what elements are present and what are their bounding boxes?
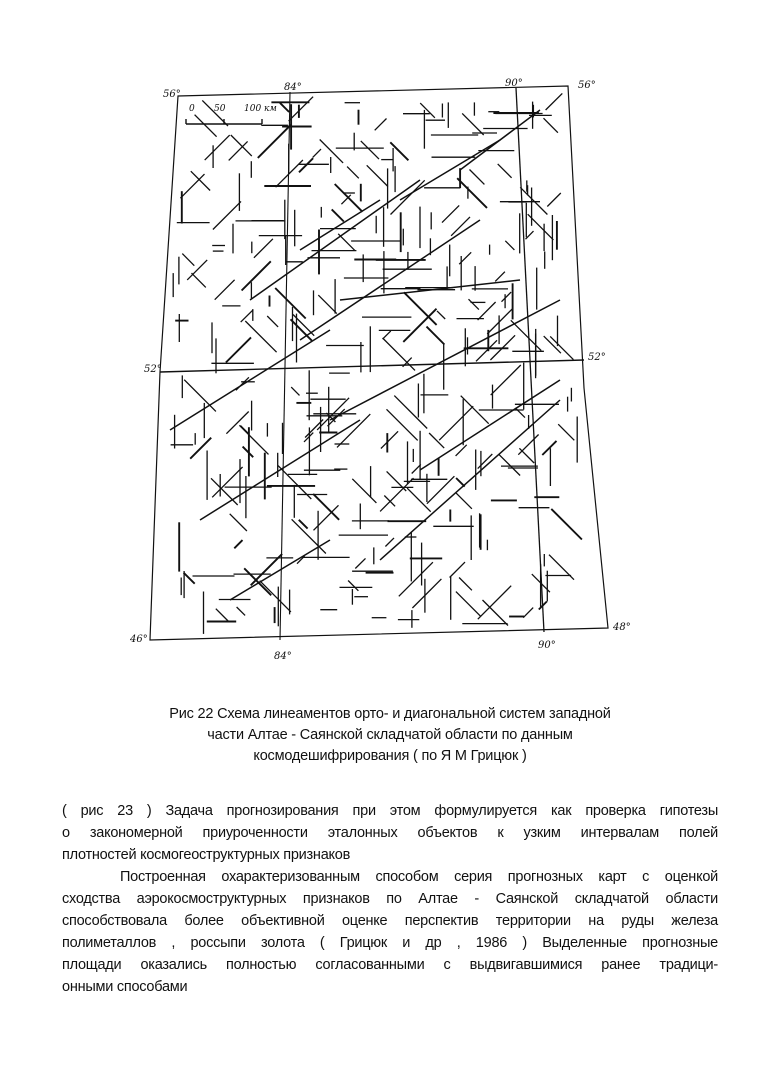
lineament-stroke — [412, 579, 441, 608]
scale-label-100km: 100 км — [244, 104, 277, 114]
lineament-stroke — [291, 387, 299, 395]
lineament-stroke — [478, 302, 496, 320]
lineament-stroke — [267, 316, 278, 327]
lineament-stroke — [394, 396, 427, 429]
lineament-stroke — [299, 158, 313, 172]
lineament-stroke — [234, 540, 242, 548]
lineament-stroke — [367, 165, 388, 186]
lineament-stroke — [442, 205, 459, 222]
lon-label-top-90: 90° — [505, 78, 523, 89]
lineament-stroke — [542, 441, 556, 455]
lineament-stroke — [387, 471, 407, 491]
lineament-stroke — [429, 433, 444, 448]
lineament-stroke — [313, 149, 321, 157]
lineament-stroke — [518, 435, 538, 455]
lineament-stroke — [450, 562, 465, 577]
lineament-stroke — [456, 493, 472, 509]
lineament-stroke — [313, 494, 339, 520]
body-line-4: Построенная охарактеризованным способом серия прогнозных карт с оценкой — [120, 869, 718, 885]
lineament-stroke — [412, 464, 421, 473]
lineament-stroke — [547, 193, 561, 207]
caption-line-1: Рис 22 Схема линеаментов орто- и диагональной систем западной — [169, 706, 611, 722]
body-line-3: плотностей космогеоструктурных признаков — [62, 847, 351, 863]
lineament-stroke — [190, 438, 211, 459]
lineament-stroke — [300, 220, 480, 340]
lineament-stroke — [320, 140, 343, 163]
lineament-stroke — [195, 115, 217, 137]
lineament-stroke — [427, 327, 445, 345]
body-line-9: онными способами — [62, 979, 188, 995]
lineament-stroke — [239, 425, 268, 454]
lineament-stroke — [292, 519, 326, 553]
lineament-stroke — [460, 110, 540, 170]
lineament-stroke — [375, 119, 387, 131]
lineament-stroke — [215, 280, 235, 300]
lineament-stroke — [348, 581, 358, 591]
lat-label-mid-left: 52° — [144, 364, 162, 375]
lineament-stroke — [420, 103, 435, 118]
lat-label-top-right: 56° — [578, 80, 596, 91]
lineament-stroke — [491, 365, 521, 395]
lineament-stroke — [340, 280, 520, 300]
lineament-stroke — [244, 568, 271, 595]
lineament-stroke — [213, 201, 241, 229]
lineament-stroke — [237, 607, 246, 615]
lineament-stroke — [241, 310, 253, 322]
lineament-stroke — [546, 93, 563, 110]
lineament-stroke — [544, 118, 558, 133]
lineament-stroke — [245, 321, 276, 352]
lat-label-mid-right: 52° — [588, 352, 606, 363]
lineament-stroke — [229, 141, 248, 160]
lineament-stroke — [476, 340, 497, 361]
lineament-stroke — [300, 200, 380, 250]
lineament-stroke — [498, 164, 512, 178]
lineament-stroke — [314, 505, 339, 530]
lineament-stroke — [184, 380, 216, 412]
meridian-90 — [516, 88, 544, 632]
lineament-stroke — [243, 447, 254, 458]
lon-label-bottom-84: 84° — [274, 651, 292, 662]
lat-label-bottom-left: 46° — [130, 634, 148, 645]
caption-line-2: части Алтае - Саянской складчатой области по данным — [207, 727, 573, 743]
lineament-stroke — [478, 586, 511, 620]
lineament-stroke — [170, 330, 330, 430]
lineament-stroke — [550, 336, 573, 359]
body-line-6: способствовала более объективной оценке перспектив территории на руды железа — [62, 913, 718, 929]
lineament-stroke — [456, 592, 481, 617]
lineament-stroke — [230, 514, 247, 531]
lineament-stroke — [551, 509, 582, 540]
lineament-stroke — [439, 406, 473, 440]
lat-label-bottom-right: 48° — [613, 622, 631, 633]
lineament-stroke — [347, 167, 359, 179]
lineament-stroke — [469, 299, 479, 309]
lineament-stroke — [427, 476, 455, 504]
body-line-2: о закономерной приуроченности эталонных объектов к узким интервалам полей — [62, 825, 718, 841]
lineament-stroke — [355, 558, 365, 568]
lineament-stroke — [231, 135, 252, 156]
figure-caption — [110, 704, 670, 767]
lineament-stroke — [335, 184, 363, 212]
lineament-stroke — [523, 608, 533, 618]
body-line-5: сходства аэрокосмоструктурных признаков по Алтае - Саянской складчатой области — [62, 891, 718, 907]
lineament-stroke — [226, 337, 251, 362]
lineament-stroke — [403, 309, 436, 342]
lineament-stroke — [558, 424, 574, 440]
body-line-7: полиметаллов , россыпи золота ( Грицюк и др , 1986 ) Выделенные прогнозные — [62, 935, 718, 951]
lat-label-top-left: 56° — [163, 89, 181, 100]
lineament-stroke — [511, 320, 541, 350]
lineament-stroke — [400, 140, 500, 200]
lineament-stroke — [182, 254, 194, 266]
lineament-stroke — [211, 478, 238, 505]
scale-label-50: 50 — [214, 104, 226, 114]
lineament-stroke — [380, 478, 413, 511]
lineament-stroke — [184, 573, 195, 584]
lineament-stroke — [462, 113, 484, 135]
caption-line-3: космодешифрирования ( по Я М Грицюк ) — [253, 748, 527, 764]
lineament-stroke — [399, 562, 433, 596]
lineament-stroke — [505, 241, 514, 250]
lineament-stroke — [361, 141, 379, 159]
lineament-stroke — [483, 600, 509, 626]
lineament-stroke — [404, 292, 437, 325]
lon-label-top-84: 84° — [284, 82, 302, 93]
scale-label-zero: 0 — [189, 104, 195, 114]
lineament-stroke — [383, 331, 391, 339]
lineament-stroke — [192, 273, 206, 287]
lineament-stroke — [191, 171, 210, 190]
lineament-stroke — [187, 260, 207, 280]
lineament-stroke — [289, 97, 314, 121]
lineament-stroke — [212, 467, 242, 497]
lineament-stroke — [495, 272, 505, 282]
lineament-stroke — [459, 578, 472, 591]
lineament-stroke — [258, 125, 291, 158]
lineament-stroke — [275, 288, 306, 319]
lineament-stroke — [381, 431, 398, 448]
lineament-stroke — [280, 103, 289, 112]
lineament-stroke — [254, 239, 273, 258]
body-text — [62, 800, 718, 998]
lineament-stroke — [332, 209, 344, 221]
lineament-stroke — [499, 454, 520, 475]
lineament-stroke — [385, 538, 394, 547]
body-line-1: ( рис 23 ) Задача прогнозирования при этом формулируется как проверка гипотезы — [62, 803, 718, 819]
lineament-stroke — [520, 187, 547, 214]
lineament-stroke — [180, 174, 204, 198]
lineament-stroke — [352, 479, 376, 503]
lineament-stroke — [487, 309, 512, 334]
body-line-8: площади оказались полностью согласованными с выдвигавшимися ранее традици- — [62, 957, 718, 973]
lineament-stroke — [205, 135, 230, 160]
lineament-stroke — [437, 311, 445, 319]
lineament-stroke — [318, 295, 337, 314]
lineament-stroke — [470, 170, 485, 185]
lon-label-bottom-90: 90° — [538, 640, 556, 651]
lineament-stroke — [502, 292, 512, 302]
lineament-stroke — [216, 609, 229, 622]
lineament-stroke — [242, 261, 271, 290]
